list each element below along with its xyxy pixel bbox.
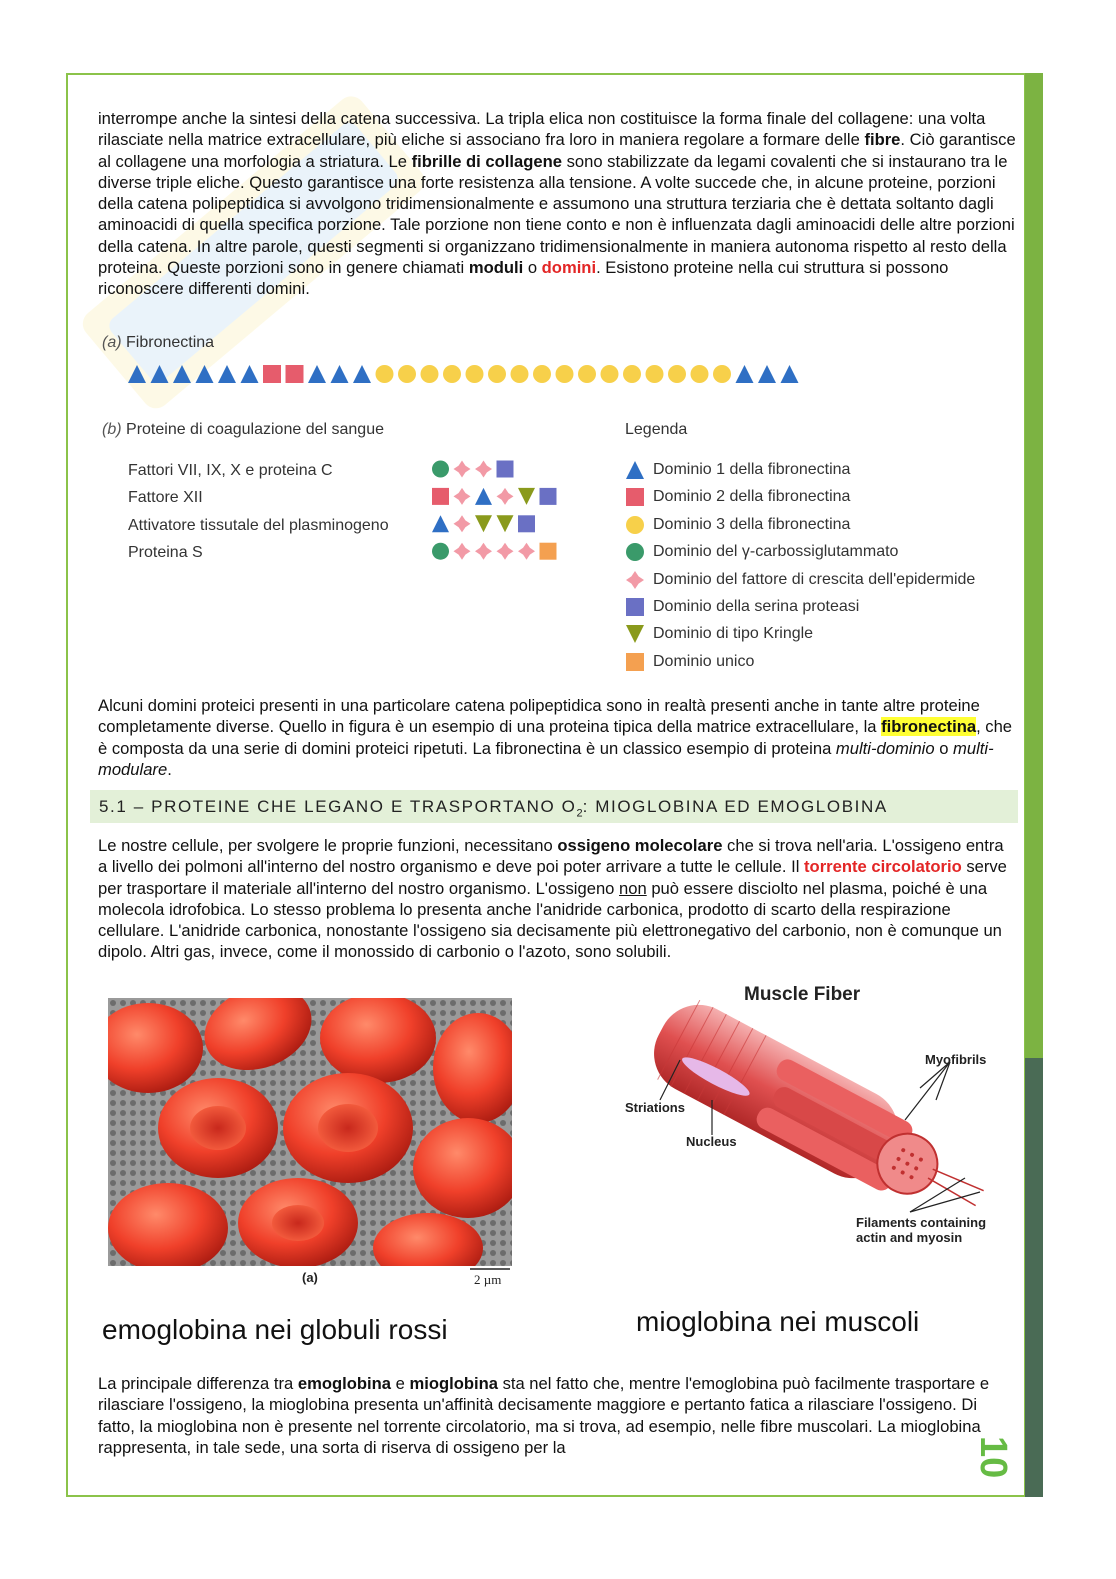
- domain-mark: [601, 365, 619, 383]
- domain-mark: [691, 365, 709, 383]
- scale-bar: [470, 1266, 512, 1272]
- domain-mark: [308, 365, 326, 383]
- text-run: .: [167, 759, 172, 779]
- domain-mark: [497, 515, 514, 532]
- legend-swatch: [625, 652, 645, 672]
- domain-mark: [475, 488, 492, 505]
- domain-mark: [376, 365, 394, 383]
- legend-label: Dominio unico: [653, 652, 755, 670]
- legend-title: Legenda: [625, 421, 688, 438]
- domain-mark: [421, 365, 439, 383]
- domain-mark: [540, 543, 557, 560]
- term-emoglobina: emoglobina: [297, 1374, 391, 1393]
- legend-label: Dominio 3 della fibronectina: [653, 515, 851, 533]
- term-fibrille: fibrille di collagene: [411, 151, 562, 171]
- paragraph-emoglobina-mioglobina: [98, 1373, 1016, 1458]
- domain-mark: [713, 365, 731, 383]
- legend-label: Dominio 2 della fibronectina: [653, 488, 851, 506]
- term-domini: domini: [541, 258, 597, 278]
- legend-label: Dominio del γ-carbossiglutammato: [653, 543, 899, 561]
- text-run: o: [523, 258, 542, 278]
- legend-item: [625, 541, 898, 563]
- muscle-title: Muscle Fiber: [744, 984, 861, 1005]
- term-ossigeno-molecolare: ossigeno molecolare: [557, 836, 723, 855]
- domain-mark: [432, 515, 449, 532]
- domain-mark: [475, 515, 492, 532]
- legend-symbol: [626, 516, 644, 534]
- text-run: può essere disciolto nel plasma, poiché è una molecola idrofobica. Lo stesso problema lo presenta anche l'anidride carbonica, prodotto di scarto della respirazione cellulare. L'anidride carbonica, nonostante l'ossigeno sia decisamente più elettronegativo del carbonio, non è comunque un dipolo. Altri gas, invece, come il monossido di carbonio o l'azoto, sono solubili.: [98, 878, 1002, 962]
- domain-mark: [331, 365, 349, 383]
- legend-swatch: [625, 460, 645, 480]
- term-moduli: moduli: [468, 258, 524, 278]
- legend-symbol: [626, 598, 644, 616]
- domain-mark: [454, 515, 471, 532]
- domain-mark: [353, 365, 371, 383]
- term-fibronectina: fibronectina: [881, 717, 977, 737]
- fibronectin-domain-chain: [120, 360, 850, 388]
- legend-swatch: [625, 570, 645, 590]
- domain-mark: [518, 515, 535, 532]
- domain-mark: [454, 543, 471, 560]
- domain-mark: [497, 461, 514, 478]
- heading-suffix: : MIOGLOBINA ED EMOGLOBINA: [582, 797, 888, 816]
- legend-swatch: [625, 515, 645, 535]
- label-filaments-line2: actin and myosin: [856, 1230, 963, 1245]
- protein-name: Fattore XII: [128, 489, 203, 506]
- heading-prefix: 5.1 – PROTEINE CHE LEGANO E TRASPORTANO O: [99, 797, 577, 816]
- domain-mark: [518, 543, 535, 560]
- domain-mark: [218, 365, 236, 383]
- domain-mark: [540, 488, 557, 505]
- legend-item: [625, 651, 754, 673]
- domain-mark: [241, 365, 259, 383]
- domain-mark: [475, 461, 492, 478]
- side-bar-top: [1025, 73, 1043, 1058]
- legend-item: [625, 623, 813, 645]
- legend-symbol: [626, 543, 644, 561]
- domain-mark: [497, 543, 514, 560]
- domain-mark: [758, 365, 776, 383]
- section-heading: [90, 790, 1018, 823]
- label-myofibrils: Myofibrils: [925, 1052, 987, 1067]
- legend-item: [625, 459, 850, 481]
- domain-mark: [556, 365, 574, 383]
- domain-mark: [151, 365, 169, 383]
- rbc-caption: emoglobina nei globuli rossi: [102, 1314, 448, 1345]
- legend-item: [625, 569, 975, 591]
- text-run: , che è composta da una serie di domini proteici ripetuti. La fibronectina è un classico esempio di proteina: [98, 717, 1013, 758]
- protein-name: Attivatore tissutale del plasminogeno: [128, 517, 389, 534]
- heading-subscript: 2: [576, 807, 583, 820]
- figure-b-heading: [102, 421, 384, 439]
- paragraph-collagene-domini: [98, 108, 1016, 300]
- text-run: e: [391, 1374, 410, 1393]
- paragraph-fibronectina: [98, 695, 1016, 780]
- rbc-scale: 2 µm: [474, 1272, 502, 1287]
- muscle-fiber-image: [620, 1000, 1010, 1240]
- legend-swatch: [625, 487, 645, 507]
- term-multi-dominio: multi-dominio: [835, 738, 935, 758]
- domain-mark: [173, 365, 191, 383]
- text-run: La principale differenza tra: [98, 1374, 298, 1393]
- coagulation-protein-domains: [428, 457, 568, 565]
- domain-mark: [511, 365, 529, 383]
- legend-label: Dominio della serina proteasi: [653, 598, 860, 615]
- text-run: . Ciò garantisce al collagene una morfologia a striatura. Le: [98, 130, 1016, 171]
- legend-swatch: [625, 597, 645, 617]
- domain-mark: [128, 365, 146, 383]
- figure-a-heading: [102, 334, 214, 352]
- legend-item: [625, 596, 859, 618]
- legend-symbol: [626, 488, 644, 506]
- domain-mark: [432, 543, 449, 560]
- figure-b-label: (b): [102, 421, 122, 438]
- domain-mark: [578, 365, 596, 383]
- paragraph-ossigeno: [98, 835, 1016, 963]
- protein-name: Proteina S: [128, 544, 203, 561]
- text-run: interrompe anche la sintesi della catena successiva. La tripla elica non costituisce la forma finale del collagene: una volta rilasciate nella matrice extracellulare, più eliche si associano fra loro in maniera regolare a formare delle: [98, 109, 986, 150]
- page-number: 10: [972, 1436, 1014, 1479]
- figure-b-title: Proteine di coagulazione del sangue: [126, 421, 384, 438]
- figure-a-title: Fibronectina: [126, 334, 215, 351]
- domain-mark: [466, 365, 484, 383]
- text-run: serve per trasportare il materiale all'interno del nostro organismo. L'ossigeno: [98, 857, 1007, 898]
- domain-mark: [488, 365, 506, 383]
- legend-symbol: [626, 461, 644, 479]
- text-run: sta nel fatto che, mentre l'emoglobina può facilmente trasportare e rilasciare l'ossigeno, la mioglobina presenta un'affinità decisamente maggiore e pertanto fatica a rilasciare l'ossigeno. Di fatto, la mioglobina non è presente nel torrente circolatorio, ma si trova, ad esempio, nelle fibre muscolari. La mioglobina rappresenta, in tale sede, una sorta di riserva di ossigeno per la: [98, 1374, 990, 1457]
- domain-mark: [196, 365, 214, 383]
- red-blood-cells-image: [108, 998, 512, 1266]
- term-non: non: [619, 878, 647, 898]
- domain-mark: [432, 461, 449, 478]
- domain-mark: [263, 365, 281, 383]
- term-torrente-circolatorio: torrente circolatorio: [804, 857, 962, 877]
- protein-name: Fattori VII, IX, X e proteina C: [128, 462, 333, 479]
- domain-mark: [286, 365, 304, 383]
- legend-symbol: [626, 625, 644, 643]
- text-run: . Esistono proteine nella cui struttura si possono riconoscere differenti domini.: [98, 258, 949, 299]
- domain-mark: [533, 365, 551, 383]
- rbc-label: (a): [302, 1270, 318, 1285]
- label-striations: Striations: [625, 1100, 685, 1115]
- text-run: sono stabilizzate da legami covalenti che si instaurano tra le diverse triple eliche. Questo garantisce una forte resistenza alla tensione. A volte succede che, in alcune proteine, porzioni della catena polipeptidica si avvolgono tridimensionalmente e assumono una struttura terziaria che è dettata soltanto dagli aminoacidi di quella specifica porzione. Tale porzione non tiene conto e non è influenzata dagli aminoacidi delle altre porzioni della catena. In altre parole, questi segmenti si organizzano tridimensionalmente in maniera autonoma rispetto al resto della proteina. Queste porzioni sono in genere chiamati: [98, 151, 1015, 278]
- legend-symbol: [626, 571, 644, 589]
- text-run: che si trova nell'aria. L'ossigeno entra a livello dei polmoni all'interno del nostro organismo e deve poi poter arrivare a tutte le cellule. Il: [98, 836, 1004, 877]
- text-run: Alcuni domini proteici presenti in una particolare catena polipeptidica sono in realtà presenti anche in tante altre proteine completamente diverse. Quello in figura è un esempio di una proteina tipica della matrice extracellulare, la: [98, 696, 980, 737]
- domain-mark: [518, 488, 535, 505]
- term-multi-modulare: multi-modulare: [98, 738, 994, 779]
- term-fibre: fibre: [864, 130, 901, 150]
- domain-mark: [443, 365, 461, 383]
- domain-mark: [668, 365, 686, 383]
- muscle-caption: mioglobina nei muscoli: [636, 1306, 920, 1337]
- domain-mark: [736, 365, 754, 383]
- legend-item: [625, 486, 850, 508]
- domain-mark: [781, 365, 799, 383]
- label-filaments-line1: Filaments containing: [856, 1215, 987, 1230]
- domain-mark: [432, 488, 449, 505]
- term-mioglobina: mioglobina: [409, 1374, 498, 1393]
- domain-mark: [454, 488, 471, 505]
- legend-item: [625, 514, 850, 536]
- legend-label: Dominio del fattore di crescita dell'epidermide: [653, 570, 976, 588]
- legend-symbol: [626, 653, 644, 671]
- domain-mark: [398, 365, 416, 383]
- legend-swatch: [625, 542, 645, 562]
- domain-mark: [497, 488, 514, 505]
- legend-swatch: [625, 624, 645, 644]
- figure-a-label: (a): [102, 334, 122, 351]
- label-nucleus: Nucleus: [686, 1134, 737, 1149]
- legend-label: Dominio 1 della fibronectina: [653, 461, 851, 478]
- domain-mark: [454, 461, 471, 478]
- domain-mark: [623, 365, 641, 383]
- domain-mark: [475, 543, 492, 560]
- domain-mark: [646, 365, 664, 383]
- side-bar-bottom: [1025, 1058, 1043, 1497]
- legend-label: Dominio di tipo Kringle: [653, 625, 814, 643]
- text-run: o: [934, 738, 954, 758]
- text-run: Le nostre cellule, per svolgere le proprie funzioni, necessitano: [98, 836, 558, 855]
